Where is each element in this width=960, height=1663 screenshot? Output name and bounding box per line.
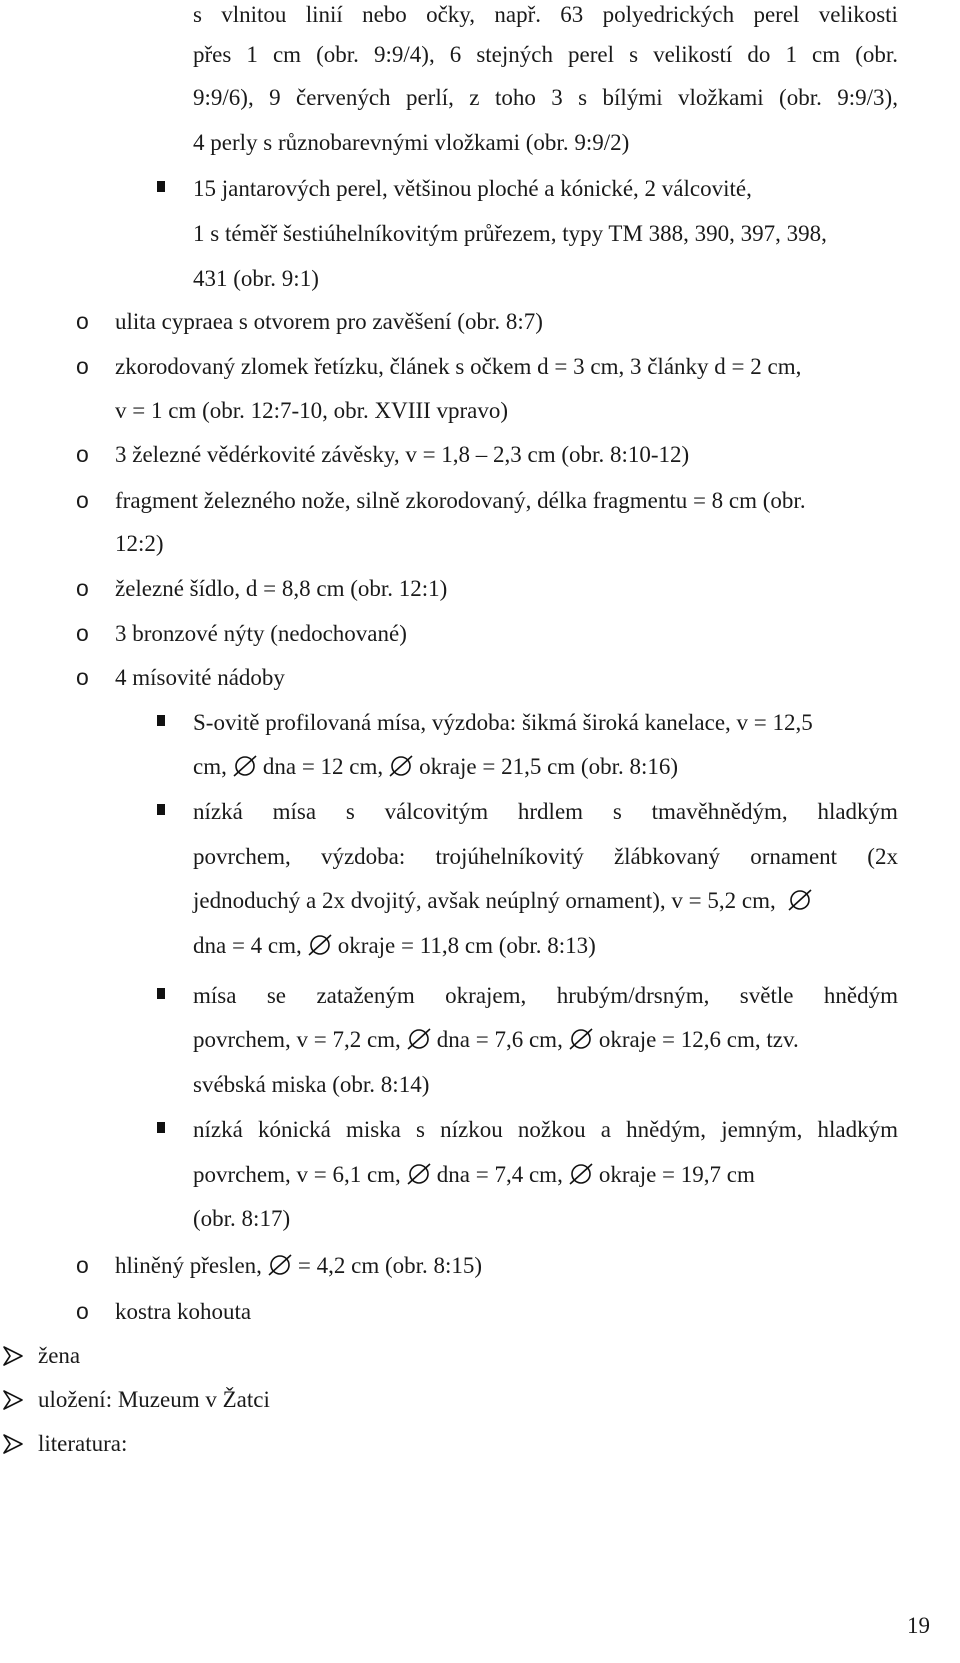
text-line: kostra kohouta xyxy=(115,1299,252,1324)
text-line: 431 (obr. 9:1) xyxy=(193,266,319,291)
arrowhead-bullet-icon xyxy=(2,1433,24,1455)
page-number: 19 xyxy=(907,1613,930,1638)
text-line: v = 1 cm (obr. 12:7-10, obr. XVIII vpravo) xyxy=(115,398,509,423)
circle-bullet-icon: o xyxy=(76,441,89,467)
diameter-symbol-icon xyxy=(567,1163,595,1185)
text-line: 1 s téměř šestiúhelníkovitým průřezem, typy TM 388, 390, 397, 398, xyxy=(193,221,827,246)
text-line: povrchem, v = 6,1 cm, dna = 7,4 cm, okraje = 19,7 cm xyxy=(193,1162,755,1187)
diameter-symbol-icon xyxy=(405,1028,433,1050)
square-bullet-icon xyxy=(157,988,165,999)
square-bullet-icon xyxy=(157,804,165,815)
text-line: (obr. 8:17) xyxy=(193,1206,291,1231)
circle-bullet-icon: o xyxy=(76,487,89,513)
square-bullet-icon xyxy=(157,715,165,726)
circle-bullet-icon: o xyxy=(76,1252,89,1278)
diameter-symbol-icon xyxy=(786,889,814,911)
text-line: 12:2) xyxy=(115,531,164,556)
text-line: ulita cypraea s otvorem pro zavěšení (obr. 8:7) xyxy=(115,309,543,334)
text-line: dna = 4 cm, okraje = 11,8 cm (obr. 8:13) xyxy=(193,933,596,958)
text-line: 15 jantarových perel, většinou ploché a kónické, 2 válcovité, xyxy=(193,176,752,201)
square-bullet-icon xyxy=(157,181,165,192)
text-line: přes 1 cm (obr. 9:9/4), 6 stejných perel s velikostí do 1 cm (obr. xyxy=(193,42,898,67)
text-line: cm, dna = 12 cm, okraje = 21,5 cm (obr. 8:16) xyxy=(193,754,679,779)
text-line: fragment železného nože, silně zkorodovaný, délka fragmentu = 8 cm (obr. xyxy=(115,488,806,513)
arrowhead-bullet-icon xyxy=(2,1389,24,1411)
text-line: jednoduchý a 2x dvojitý, avšak neúplný ornament), v = 5,2 cm, xyxy=(193,886,818,916)
circle-bullet-icon: o xyxy=(76,575,89,601)
diameter-symbol-icon xyxy=(231,755,259,777)
diameter-symbol-icon xyxy=(306,934,334,956)
text-line: 3 bronzové nýty (nedochované) xyxy=(115,621,407,646)
text-line: zkorodovaný zlomek řetízku, článek s očkem d = 3 cm, 3 články d = 2 cm, xyxy=(115,354,802,379)
text-line: literatura: xyxy=(38,1431,128,1456)
text-line: s vlnitou linií nebo očky, např. 63 polyedrických perel velikosti xyxy=(193,2,898,27)
text-line: nízká kónická miska s nízkou nožkou a hnědým, jemným, hladkým xyxy=(193,1117,898,1142)
text-line: 4 perly s různobarevnými vložkami (obr. 9:9/2) xyxy=(193,130,630,155)
diameter-symbol-icon xyxy=(387,755,415,777)
circle-bullet-icon: o xyxy=(76,353,89,379)
text-line: 4 mísovité nádoby xyxy=(115,665,285,690)
circle-bullet-icon: o xyxy=(76,664,89,690)
text-line: železné šídlo, d = 8,8 cm (obr. 12:1) xyxy=(115,576,448,601)
diameter-symbol-icon xyxy=(266,1254,294,1276)
arrowhead-bullet-icon xyxy=(2,1345,24,1367)
text-line: svébská miska (obr. 8:14) xyxy=(193,1072,430,1097)
diameter-symbol-icon xyxy=(567,1028,595,1050)
text-line: hliněný přeslen, = 4,2 cm (obr. 8:15) xyxy=(115,1253,483,1278)
circle-bullet-icon: o xyxy=(76,620,89,646)
text-line: povrchem, výzdoba: trojúhelníkovitý žlábkovaný ornament (2x xyxy=(193,844,898,869)
circle-bullet-icon: o xyxy=(76,1298,89,1324)
text-line: žena xyxy=(38,1343,81,1368)
text-line: nízká mísa s válcovitým hrdlem s tmavěhnědým, hladkým xyxy=(193,799,898,824)
text-line: 9:9/6), 9 červených perlí, z toho 3 s bílými vložkami (obr. 9:9/3), xyxy=(193,85,898,110)
text-line: povrchem, v = 7,2 cm, dna = 7,6 cm, okraje = 12,6 cm, tzv. xyxy=(193,1027,799,1052)
square-bullet-icon xyxy=(157,1122,165,1133)
diameter-symbol-icon xyxy=(405,1163,433,1185)
text-line: uložení: Muzeum v Žatci xyxy=(38,1387,270,1412)
text-line: mísa se zataženým okrajem, hrubým/drsným, světle hnědým xyxy=(193,983,898,1008)
text-line: S-ovitě profilovaná mísa, výzdoba: šikmá široká kanelace, v = 12,5 xyxy=(193,710,813,735)
text-line: 3 železné vědérkovité závěsky, v = 1,8 – 2,3 cm (obr. 8:10-12) xyxy=(115,442,690,467)
circle-bullet-icon: o xyxy=(76,308,89,334)
